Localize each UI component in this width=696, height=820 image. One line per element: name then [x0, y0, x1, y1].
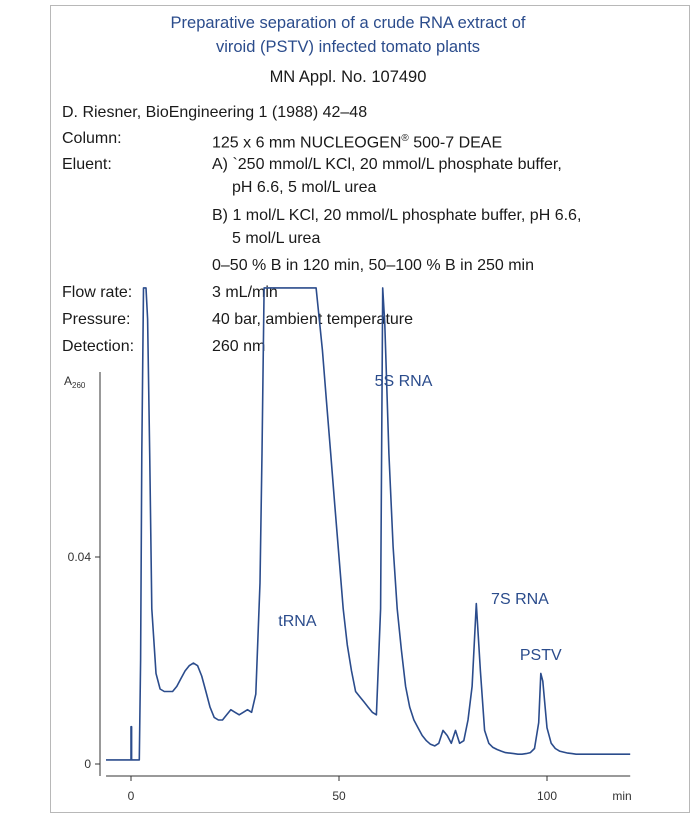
y-tick-label: 0.04: [67, 550, 91, 564]
peak-label: PSTV: [519, 647, 562, 664]
flow-rate-label: Flow rate:: [62, 284, 133, 301]
eluent-a-line1: A) `250 mmol/L KCl, 20 mmol/L phosphate buffer,: [212, 156, 562, 173]
y-axis-label: [64, 374, 86, 390]
x-tick-label: 50: [332, 789, 346, 803]
peak-label: 5S RNA: [374, 373, 433, 390]
chart-title-line2: viroid (PSTV) infected tomato plants: [215, 38, 481, 56]
y-axis-label-main: A: [64, 374, 73, 388]
y-tick-label: 0: [84, 757, 91, 771]
flow-rate-value: 3 mL/min: [212, 284, 278, 301]
x-tick-label: 0: [127, 789, 135, 803]
chromatogram-trace: [106, 288, 630, 760]
y-axis-label-subscript: 260: [72, 381, 86, 390]
x-tick-label: 100: [536, 789, 558, 803]
eluent-b-line1: B) 1 mol/L KCl, 20 mmol/L phosphate buffer, pH 6.6,: [212, 207, 582, 224]
detection-value: 260 nm: [212, 338, 266, 355]
eluent-a-line2: pH 6.6, 5 mol/L urea: [232, 179, 377, 196]
x-axis-label: min: [612, 789, 632, 803]
peak-label: tRNA: [278, 613, 317, 630]
chart-title-line1: Preparative separation of a crude RNA extract of: [170, 14, 526, 32]
column-name: 125 x 6 mm NUCLEOGEN: [212, 134, 402, 152]
peak-label: 7S RNA: [491, 591, 549, 608]
column-label: Column:: [62, 130, 122, 147]
pressure-value: 40 bar, ambient temperature: [212, 311, 414, 328]
column-suffix: 500-7 DEAE: [408, 134, 503, 152]
reference: D. Riesner, BioEngineering 1 (1988) 42–48: [62, 104, 368, 121]
application-number: MN Appl. No. 107490: [269, 68, 427, 86]
registered-mark: ®: [401, 133, 409, 144]
eluent-b-line2: 5 mol/L urea: [232, 230, 321, 247]
gradient: 0–50 % B in 120 min, 50–100 % B in 250 min: [212, 257, 534, 274]
eluent-label: Eluent:: [62, 156, 112, 173]
detection-label: Detection:: [62, 338, 135, 355]
pressure-label: Pressure:: [62, 311, 131, 328]
